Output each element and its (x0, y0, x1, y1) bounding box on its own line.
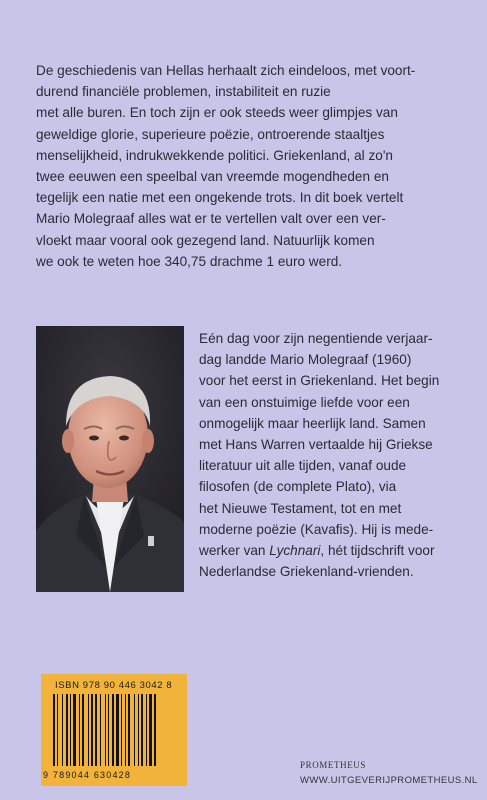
blurb-line: vloekt maar vooral ook gezegend land. Natuurlijk komen (36, 232, 375, 248)
blurb-line: met alle buren. En toch zijn er ook steeds weer glimpjes van (36, 105, 398, 121)
author-bio (199, 328, 479, 582)
publisher-website: WWW.UITGEVERIJPROMETHEUS.NL (300, 775, 478, 786)
bio-line: moderne poëzie (Kavafis). Hij is mede- (199, 521, 434, 537)
bio-line: dag landde Mario Molegraaf (1960) (199, 352, 412, 368)
blurb-line: tegelijk een natie met een ongekende trots. In dit boek vertelt (36, 190, 404, 206)
author-portrait-image (36, 326, 184, 592)
bio-line: Nederlandse Griekenland-vrienden. (199, 564, 414, 580)
blurb-line: twee eeuwen een speelbal van vreemde mogendheden en (36, 169, 389, 185)
bio-line: met Hans Warren vertaalde hij Griekse (199, 437, 433, 453)
magazine-title: Lychnari (269, 543, 321, 559)
blurb-line: we ook te weten hoe 340,75 drachme 1 euro werd. (36, 253, 343, 269)
barcode-panel (41, 674, 187, 786)
bio-line: voor het eerst in Griekenland. Het begin (199, 373, 440, 389)
author-photo (36, 326, 184, 592)
ean-digits: 9 789044 630428 (43, 770, 132, 780)
bio-line: filosofen (de complete Plato), via (199, 479, 397, 495)
blurb-line: menselijkheid, indrukwekkende politici. Griekenland, al zo'n (36, 147, 393, 163)
blurb-line: Mario Molegraaf alles wat er te vertellen valt over een ver- (36, 211, 386, 227)
publisher-logo: PROMETHEUS (300, 760, 367, 770)
bio-text: werker van (199, 543, 270, 559)
blurb-text (36, 60, 466, 272)
bio-line (199, 540, 479, 561)
bio-text: , hét tijdschrift voor (320, 543, 435, 559)
bio-line: onmogelijk maar heerlijk land. Samen (199, 415, 426, 431)
bio-line: het Nieuwe Testament, tot en met (199, 500, 402, 516)
isbn-text: ISBN 978 90 446 3042 8 (55, 680, 173, 691)
bio-line: literatuur uit alle tijden, vanaf oude (199, 458, 407, 474)
blurb-line: durend financiële problemen, instabiliteit en ruzie (36, 84, 331, 100)
bio-line: van een onstuimige liefde voor een (199, 394, 410, 410)
blurb-line: geweldige glorie, superieure poëzie, ontroerende staaltjes (36, 126, 385, 142)
bio-line: Eén dag voor zijn negentiende verjaar- (199, 331, 433, 346)
barcode-bars (53, 694, 177, 766)
blurb-line: De geschiedenis van Hellas herhaalt zich eindeloos, met voort- (36, 63, 416, 78)
